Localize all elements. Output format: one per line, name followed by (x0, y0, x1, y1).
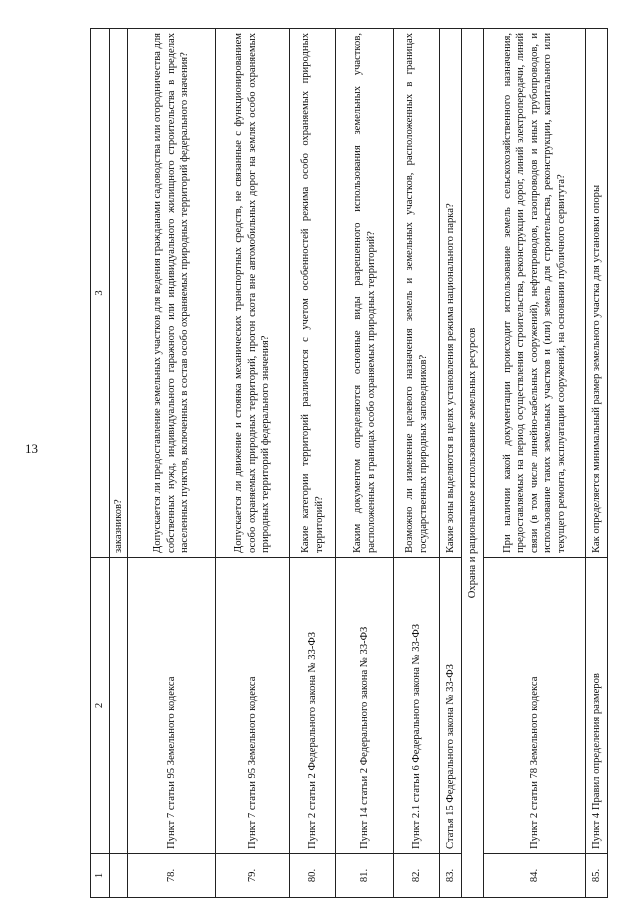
row-number: 83. (440, 854, 462, 898)
section-row (462, 29, 484, 898)
row-number: 80. (290, 854, 336, 898)
table-row (484, 29, 586, 898)
row-number: 84. (484, 854, 586, 898)
section-title: Охрана и рациональное использование земельных ресурсов (462, 29, 484, 898)
questions-table (90, 28, 608, 898)
table-header-row (91, 29, 110, 898)
row-question: Допускается ли предоставление земельных участков для ведения гражданами садоводства или огородничества для собственных нужд, индивидуального гаражного или индивидуального жилищного строительства в пределах населенных пунктов, включенных в состав особо охраняемых природных территорий федерального значения? (128, 29, 216, 558)
row-law-reference: Статья 15 Федерального закона № 33-ФЗ (440, 558, 462, 854)
row-question: Допускается ли движение и стоянка механических транспортных средств, не связанные с функционированием особо охраняемых природных территорий, прогон скота вне автомобильных дорог на землях особо охраняемых природных территорий федерального значения? (216, 29, 290, 558)
row-number: 82. (394, 854, 440, 898)
row-number: 79. (216, 854, 290, 898)
row-question: Каким документом определяются основные виды разрешенного использования земельных участков, расположенных в границах особо охраняемых природных территорий? (336, 29, 394, 558)
row-law-reference: Пункт 2 статьи 2 Федерального закона № 33-ФЗ (290, 558, 336, 854)
row-number (110, 854, 128, 898)
row-number: 81. (336, 854, 394, 898)
table-row (586, 29, 608, 898)
row-law-reference: Пункт 2 статьи 78 Земельного кодекса (484, 558, 586, 854)
table-row (216, 29, 290, 898)
row-number: 78. (128, 854, 216, 898)
page-number: 13 (25, 441, 38, 456)
row-law-reference: Пункт 2.1 статьи 6 Федерального закона № 33-ФЗ (394, 558, 440, 854)
table-row (128, 29, 216, 898)
column-header-question: 3 (91, 29, 110, 558)
column-header-law: 2 (91, 558, 110, 854)
row-law-reference: Пункт 7 статьи 95 Земельного кодекса (216, 558, 290, 854)
row-question: Возможно ли изменение целевого назначения земель и земельных участков, расположенных в границах государственных природных заповедников? (394, 29, 440, 558)
row-question: Какие категории территорий различаются с учетом особенностей режима особо охраняемых природных территорий? (290, 29, 336, 558)
table-row (110, 29, 128, 898)
row-question: заказников? (110, 29, 128, 558)
row-law-reference (110, 558, 128, 854)
column-header-number: 1 (91, 854, 110, 898)
row-question: Какие зоны выделяются в целях установления режима национального парка? (440, 29, 462, 558)
row-law-reference: Пункт 7 статьи 95 Земельного кодекса (128, 558, 216, 854)
table-row (394, 29, 440, 898)
row-law-reference: Пункт 14 статьи 2 Федерального закона № 33-ФЗ (336, 558, 394, 854)
row-number: 85. (586, 854, 608, 898)
table-row (440, 29, 462, 898)
row-law-reference: Пункт 4 Правил определения размеров (586, 558, 608, 854)
row-question: При наличии какой документации происходит использование земель сельскохозяйственного назначения, предоставляемых на период осуществления строительства, реконструкции дорог, линий электропередачи, линий связи (в том числе линейно-кабельных сооружений), нефтепроводов, газопроводов и иных трубопроводов, и использование таких земельных участков и (или) земель для строительства, реконструкции, капитального или текущего ремонта, эксплуатации сооружений, на основании публичного сервитута? (484, 29, 586, 558)
row-question: Как определяется минимальный размер земельного участка для установки опоры (586, 29, 608, 558)
table-row (336, 29, 394, 898)
table-row (290, 29, 336, 898)
